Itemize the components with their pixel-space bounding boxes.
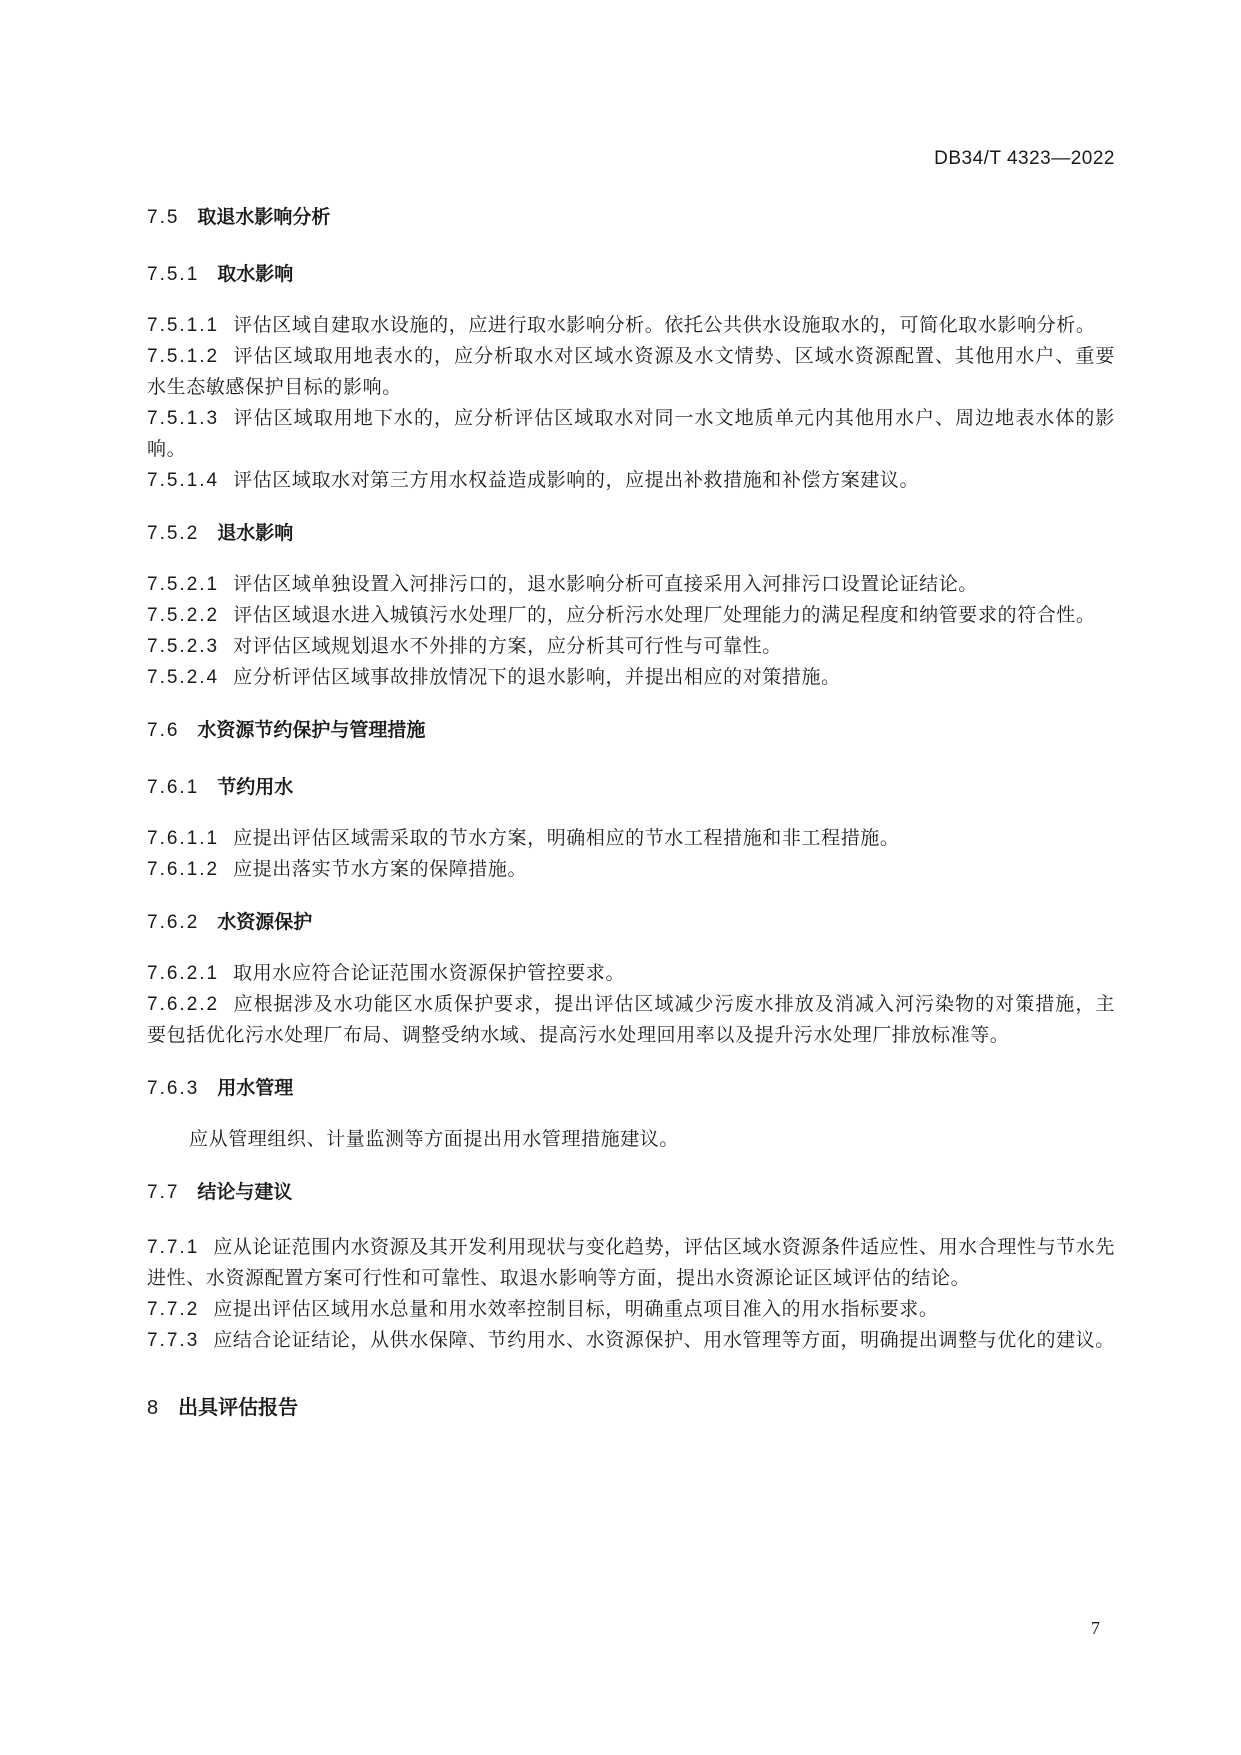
clause-text: 应从论证范围内水资源及其开发利用现状与变化趋势，评估区域水资源条件适应性、用水合理性与节水先进性、水资源配置方案可行性和可靠性、取退水影响等方面，提出水资源论证区域评估的结论。: [147, 1236, 1115, 1289]
page-content: [147, 200, 1115, 1425]
clause-number: 7.5.2.4: [147, 667, 220, 688]
page-number: 7: [1091, 1618, 1100, 1638]
clause-number: 7.6.2.2: [147, 994, 220, 1015]
section-heading: [147, 713, 1115, 748]
clause-number: 7.6.1.1: [147, 828, 220, 849]
clause-number: 7.7.1: [147, 1237, 200, 1258]
subsection-heading: [147, 257, 1115, 292]
subsection-title: 退水影响: [217, 522, 294, 544]
clause-text: 应提出评估区域需采取的节水方案，明确相应的节水工程措施和非工程措施。: [233, 827, 900, 849]
clause-group: [147, 310, 1115, 496]
clause: [147, 465, 1115, 496]
clause-group: [147, 1232, 1115, 1356]
clause: [147, 600, 1115, 631]
clause-text: 应结合论证结论，从供水保障、节约用水、水资源保护、用水管理等方面，明确提出调整与优化的建议。: [213, 1329, 1115, 1351]
clause-number: 7.5.1.4: [147, 470, 220, 491]
clause: [147, 1232, 1115, 1294]
clause: [147, 662, 1115, 693]
section-heading: [147, 1175, 1115, 1210]
clause-group: [147, 1124, 1115, 1155]
subsection-number: 7.5.1: [147, 264, 200, 285]
clause: [147, 403, 1115, 465]
section-number: 7.6: [147, 720, 180, 741]
clause-group: [147, 958, 1115, 1051]
clause-number: 7.6.1.2: [147, 859, 220, 880]
clause: [147, 1325, 1115, 1356]
subsection-number: 7.6.2: [147, 912, 200, 933]
chapter-heading: [147, 1390, 1115, 1425]
clause-number: 7.5.2.1: [147, 574, 220, 595]
subsection-title: 节约用水: [217, 776, 294, 798]
section-title: 水资源节约保护与管理措施: [197, 719, 426, 741]
clause-text: 应根据涉及水功能区水质保护要求，提出评估区域减少污废水排放及消减入河污染物的对策措施，主要包括优化污水处理厂布局、调整受纳水域、提高污水处理回用率以及提升污水处理厂排放标准等。: [147, 993, 1115, 1046]
section-title: 结论与建议: [197, 1181, 293, 1203]
document-code: DB34/T 4323—2022: [934, 148, 1115, 169]
clause-number: 7.5.1.1: [147, 315, 220, 336]
clause-text: 评估区域自建取水设施的，应进行取水影响分析。依托公共供水设施取水的，可简化取水影响分析。: [233, 314, 1096, 336]
clause: [147, 341, 1115, 403]
clause-text: 评估区域退水进入城镇污水处理厂的，应分析污水处理厂处理能力的满足程度和纳管要求的符合性。: [233, 604, 1096, 626]
subsection-title: 用水管理: [217, 1077, 294, 1099]
section-number: 7.5: [147, 207, 180, 228]
subsection-number: 7.6.1: [147, 777, 200, 798]
clause-number: 7.7.3: [147, 1330, 200, 1351]
chapter-number: 8: [147, 1397, 161, 1419]
clause: [147, 1294, 1115, 1325]
section-heading: [147, 200, 1115, 235]
clause: [147, 310, 1115, 341]
clause-number: 7.5.1.2: [147, 346, 220, 367]
clause-group: [147, 569, 1115, 693]
subsection-title: 取水影响: [217, 263, 294, 285]
clause: [147, 989, 1115, 1051]
clause-text: 评估区域单独设置入河排污口的，退水影响分析可直接采用入河排污口设置论证结论。: [233, 573, 978, 595]
section-number: 7.7: [147, 1182, 180, 1203]
paragraph: 应从管理组织、计量监测等方面提出用水管理措施建议。: [189, 1128, 680, 1150]
clause: [147, 823, 1115, 854]
clause-text: 取用水应符合论证范围水资源保护管控要求。: [233, 962, 626, 984]
subsection-number: 7.5.2: [147, 523, 200, 544]
clause: [147, 854, 1115, 885]
clause-text: 评估区域取水对第三方用水权益造成影响的，应提出补救措施和补偿方案建议。: [233, 469, 920, 491]
subsection-heading: [147, 1071, 1115, 1106]
clause: [147, 569, 1115, 600]
subsection-heading: [147, 516, 1115, 551]
subsection-number: 7.6.3: [147, 1078, 200, 1099]
clause-text: 评估区域取用地表水的，应分析取水对区域水资源及水文情势、区域水资源配置、其他用水户、重要水生态敏感保护目标的影响。: [147, 345, 1115, 398]
subsection-heading: [147, 770, 1115, 805]
clause-group: [147, 823, 1115, 885]
clause-text: 应提出评估区域用水总量和用水效率控制目标，明确重点项目准入的用水指标要求。: [213, 1298, 939, 1320]
clause: [147, 631, 1115, 662]
section-title: 取退水影响分析: [197, 206, 331, 228]
chapter-title: 出具评估报告: [178, 1395, 299, 1419]
clause-text: 应提出落实节水方案的保障措施。: [233, 858, 528, 880]
subsection-title: 水资源保护: [217, 911, 313, 933]
subsection-heading: [147, 905, 1115, 940]
clause-text: 对评估区域规划退水不外排的方案，应分析其可行性与可靠性。: [233, 635, 782, 657]
clause-number: 7.5.2.3: [147, 636, 220, 657]
clause: [147, 958, 1115, 989]
clause-text: 评估区域取用地下水的，应分析评估区域取水对同一水文地质单元内其他用水户、周边地表水体的影响。: [147, 407, 1115, 460]
clause-number: 7.5.2.2: [147, 605, 220, 626]
clause-text: 应分析评估区域事故排放情况下的退水影响，并提出相应的对策措施。: [233, 666, 841, 688]
clause-number: 7.6.2.1: [147, 963, 220, 984]
clause-number: 7.5.1.3: [147, 408, 220, 429]
clause-number: 7.7.2: [147, 1299, 200, 1320]
